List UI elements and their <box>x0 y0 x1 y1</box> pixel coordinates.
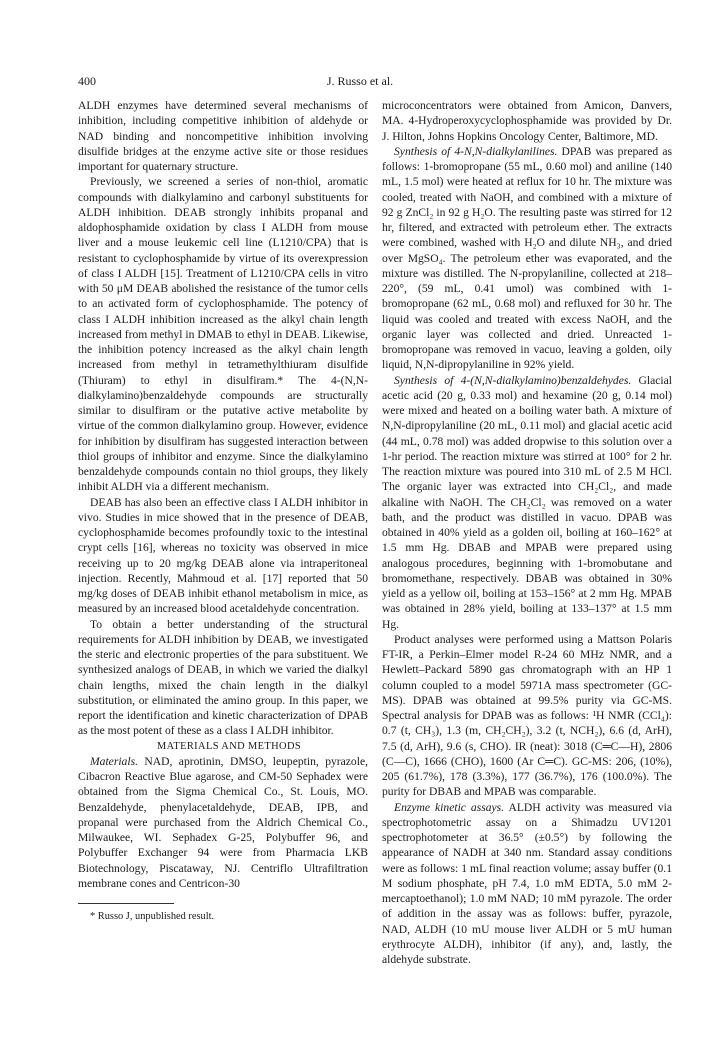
footnote: * Russo J, unpublished result. <box>90 911 215 922</box>
synthesis-anilines-label: Synthesis of 4-N,N-dialkylanilines. <box>394 144 558 158</box>
synthesis-benzaldehydes-label: Synthesis of 4-(N,N-dialkylamino)benzaldehydes. <box>394 373 632 387</box>
intro-paragraph-2: Previously, we screened a series of non-thiol, aromatic compounds with dialkylamino and carbonyl substituents for ALDH inhibition. DEAB strongly inhibits propanal and aldophosphamide oxidation by class I ALDH from mouse liver and a mouse leukemic cell line (L1210/CPA) that is resistant to cyclophosphamide by virtue of its overexpression of class I ALDH [15]. Treatment of L1210/CPA cells in vitro with 50 μM DEAB abolished the resistance of the tumor cells to an activated form of cyclophosphamide. The potency of class I ALDH inhibition increased as the alkyl chain length increased from methyl in DMAB to ethyl in DEAB. Likewise, the inhibition potency increased as the alkyl chain length increased from methyl in tetramethylthiuram disulfide (Thiuram) to ethyl in disulfiram.* The 4-(N,N-dialkylamino)benzaldehyde compounds are structurally similar to disulfiram or the putative active metabolite by virtue of the common dialkylamino group. However, evidence for inhibition by disulfiram has suggested interaction between thiol groups of inhibitor and enzyme. Since the dialkylamino benzaldehyde compounds contain no thiol groups, they likely inhibit ALDH via a different mechanism. <box>78 175 368 494</box>
intro-paragraph-3: DEAB has also been an effective class I ALDH inhibitor in vivo. Studies in mice showed that in the presence of DEAB, cyclophosphamide becomes profoundly toxic to the intestinal crypt cells [16], whereas no toxicity was observed in mice receiving up to 20 mg/kg DEAB alone via intraperitoneal injection. Recently, Mahmoud et al. [17] reported that 50 mg/kg doses of DEAB inhibit ethanol metabolism in mice, as measured by an increased blood acetaldehyde concentration. <box>78 495 368 616</box>
synthesis-benzaldehydes-text: Glacial acetic acid (20 g, 0.33 mol) and hexamine (20 g, 0.14 mol) were mixed and heated on a boiling water bath. A mixture of N,N-dipropylaniline (20 mL, 0.11 mol) and glacial acetic acid (44 mL, 0.78 mol) was added dropwise to this solution over a 1-hr period. The reaction mixture was stirred at 100° for 2 hr. The reaction mixture was poured into 310 mL of 2.5 M HCl. The organic layer was extracted into CH₂Cl₂, and made alkaline with NaOH. The CH₂Cl₂ was removed on a water bath, and the product was distilled in vacuo. DPAB was obtained in 40% yield as a golden oil, boiling at 160–162° at 1.5 mm Hg. DBAB and MPAB were prepared using analogous procedures, beginning with 1-bromobutane and bromomethane, respectively. DBAB was obtained in 30% yield as a yellow oil, boiling at 153–156° at 2 mm Hg. MPAB was obtained in 28% yield, boiling at 133–137° at 1.5 mm Hg. <box>382 373 673 631</box>
right-column <box>382 98 672 967</box>
synthesis-anilines-text: DPAB was prepared as follows: 1-bromopropane (55 mL, 0.60 mol) and aniline (140 mL, 1.5 mol) were heated at reflux for 10 hr. The mixture was cooled, treated with NaOH, and combined with a mixture of 92 g ZnCl₂ in 92 g H₂O. The resulting paste was stirred for 12 hr, filtered, and extracted with petroleum ether. The extracts were combined, washed with H₂O and dilute NH₃, and dried over MgSO₄. The petroleum ether was evaporated, and the mixture was distilled. The N-propylaniline, collected at 218–220°, (59 mL, 0.41 umol) was combined with 1-bromopropane (62 mL, 0.68 mol) and refluxed for 30 hr. The liquid was cooled and treated with excess NaOH, and the organic layer was collected and dried. Unreacted 1-bromopropane was removed in vacuo, leaving a golden, oily liquid, N,N-dipropylaniline in 92% yield. <box>382 144 672 372</box>
materials-paragraph <box>78 754 368 891</box>
enzyme-assays-text: ALDH activity was measured via spectrophotometric assay on a Shimadzu UV1201 spectrophotometer at 36.5° (±0.5°) by following the appearance of NADH at 340 nm. Standard assay conditions were as follows: 1 mL final reaction volume; assay buffer (0.1 M sodium phosphate, pH 7.4, 1.0 mM EDTA, 5.0 mM 2-mercaptoethanol); 1.0 mM NAD; 10 mM pyrazole. The order of addition in the assay was as follows: buffer, pyrazole, NAD, ALDH (10 mU mouse liver ALDH or 5 mU human erythrocyte ALDH), inhibitor (if any), and, lastly, the aldehyde substrate. <box>382 800 672 966</box>
intro-paragraph-1: ALDH enzymes have determined several mechanisms of inhibition, including competitive inhibition of aldehyde or NAD binding and noncompetitive inhibition involving disulfide bridges at the enzyme active site or those residues important for quaternary structure. <box>78 99 368 173</box>
product-analysis-paragraph: Product analyses were performed using a Mattson Polaris FT-IR, a Perkin–Elmer model R-24 60 MHz NMR, and a Hewlett–Packard 5890 gas chromatograph with an HP 1 column coupled to a model 5971A mass spectrometer (GC-MS). DPAB was obtained at 99.5% purity via GC-MS. Spectral analysis for DPAB was as follows: ¹H NMR (CCl₄): 0.7 (t, CH₃), 1.3 (m, CH₂CH₂), 3.2 (t, NCH₂), 6.6 (d, ArH), 7.5 (d, ArH), 9.6 (s, CHO). IR (neat): 3018 (C═C—H), 2806 (C—C), 1666 (CHO), 1600 (Ar C═C). GC-MS: 206, (10%), 205 (61.7%), 178 (3.3%), 177 (36.7%), 176 (100.0%). The purity for DBAB and MPAB was comparable. <box>382 632 672 799</box>
enzyme-assays-label: Enzyme kinetic assays. <box>394 800 505 814</box>
synthesis-anilines-paragraph <box>382 144 672 373</box>
section-heading: MATERIALS AND METHODS <box>156 740 302 752</box>
enzyme-assays-paragraph <box>382 800 672 968</box>
synthesis-benzaldehydes-paragraph <box>382 373 672 632</box>
materials-label: Materials. <box>90 754 138 768</box>
left-column <box>78 98 368 923</box>
footnote-rule <box>78 903 174 904</box>
materials-text: NAD, aprotinin, DMSO, leupeptin, pyrazole, Cibacron Reactive Blue agarose, and CM-50 Sephadex were obtained from the Sigma Chemical Co., St. Louis, MO. Benzaldehyde, phenylacetaldehyde, DEAB, IPB, and propanal were purchased from the Aldrich Chemical Co., Milwaukee, WI. Sephadex G-25, Polybuffer 96, and Polybuffer Exchanger 94 were from Pharmacia LKB Biotechnology, Piscataway, NJ. Centriflo Ultrafiltration membrane cones and Centricon-30 <box>78 754 368 890</box>
page-number: 400 <box>78 74 96 88</box>
running-head: J. Russo et al. <box>326 74 394 88</box>
intro-paragraph-4: To obtain a better understanding of the structural requirements for ALDH inhibition by DEAB, we investigated the steric and electronic properties of the para substituent. We synthesized analogs of DEAB, in which we varied the dialkyl chain lengths, mixed the chain length in the dialkyl substitution, or eliminated the amino group. In this paper, we report the identification and kinetic characterization of DPAB as the most potent of these as a class I ALDH inhibitor. <box>78 617 368 738</box>
materials-continued: microconcentrators were obtained from Amicon, Danvers, MA. 4-Hydroperoxycyclophosphamide was provided by Dr. J. Hilton, Johns Hopkins Oncology Center, Baltimore, MD. <box>382 99 672 143</box>
